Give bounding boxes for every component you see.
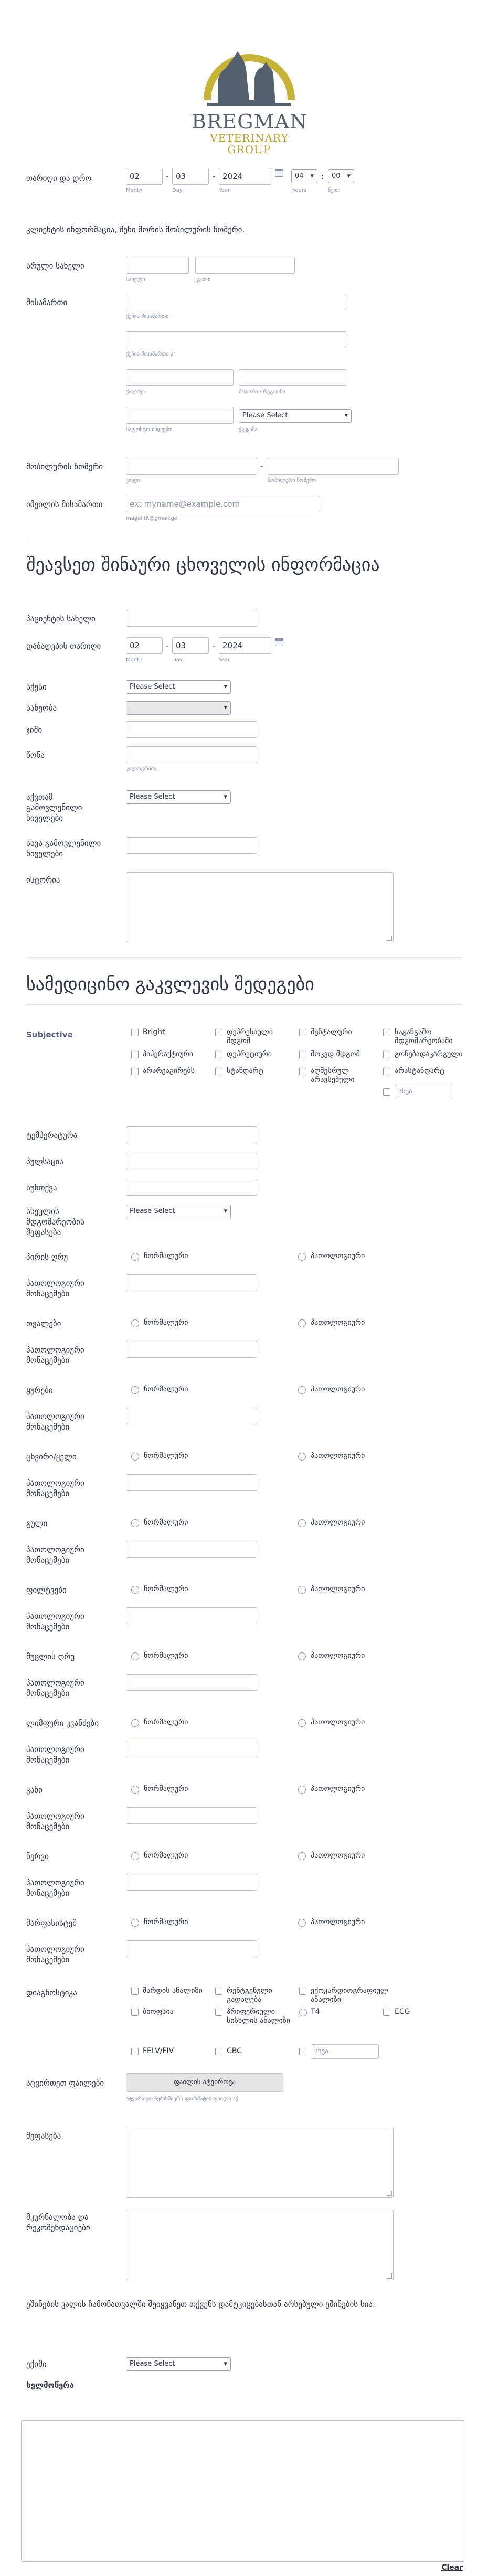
diagnostic-option-label: FELV/FIV [143, 2047, 174, 2055]
abnormal-radio[interactable] [298, 1852, 306, 1860]
signature-pad[interactable] [21, 2420, 464, 2562]
subjective-checkbox[interactable] [131, 1068, 139, 1075]
city-sublabel: ქალაქი [126, 389, 145, 395]
exam-section-title: სამედიცინო გაკვლევის შედეგები [26, 974, 314, 995]
phone-label: მობილურის ნომერი [26, 462, 103, 471]
month-sublabel: Month [126, 188, 143, 194]
temperature-input[interactable] [126, 1126, 257, 1143]
diagnostic-option-label: რენტგენული გადაღება [227, 1987, 272, 2004]
finding-input[interactable] [126, 1741, 257, 1757]
normal-radio[interactable] [131, 1786, 139, 1794]
system-label: თვალები [26, 1319, 61, 1328]
abnormal-radio[interactable] [298, 1453, 306, 1461]
abnormal-option-label: პათოლოგიური [311, 1385, 365, 1393]
normal-option-label: ნორმალური [144, 1785, 188, 1793]
diagnostic-option-label: ბიოფსია [143, 2008, 174, 2016]
email-label: იმეილის მისამართი [26, 500, 103, 509]
subjective-option-label: ჰიპერაქტიური [143, 1050, 194, 1058]
species-select[interactable]: Please Select ▾ [126, 680, 231, 694]
respiration-label: სუნთქვა [26, 1183, 57, 1193]
abnormal-option-label: პათოლოგიური [311, 1718, 365, 1726]
street1-input[interactable] [126, 294, 346, 310]
finding-label: პათოლოგიური მონაცემები [26, 1412, 84, 1432]
postal-sublabel: საფოსტო ინდექსი [126, 427, 173, 433]
diagnostic-option-label: T4 [311, 2008, 320, 2016]
datetime-label: თარიღი და დრო [26, 174, 92, 183]
system-label: ლიმფური კვანძები [26, 1719, 99, 1728]
year-input[interactable]: 2024 [219, 168, 271, 185]
diagnostic-checkbox[interactable] [383, 2009, 390, 2016]
normal-option-label: ნორმალური [144, 1651, 188, 1660]
first-name-input[interactable] [126, 257, 189, 274]
clinic-logo [192, 37, 308, 156]
subjective-option-label: დეპრეტიური [227, 1050, 272, 1058]
address-label: მისამართი [26, 298, 68, 307]
normal-radio[interactable] [131, 1852, 139, 1860]
assessment-label: შეფასება [26, 2131, 61, 2141]
date-separator: - [166, 641, 169, 650]
normal-option-label: ნორმალური [144, 1585, 188, 1593]
finding-label: პათოლოგიური მონაცემები [26, 1545, 84, 1565]
day-sublabel: Day [172, 657, 183, 663]
normal-radio[interactable] [131, 1919, 139, 1927]
pulse-label: პულსაცია [26, 1157, 63, 1166]
hour-select[interactable]: 04 ▾ [291, 169, 317, 183]
subjective-option-label: არასტანდარტ [395, 1067, 445, 1075]
logo-emblem-icon [197, 37, 302, 110]
subjective-option-label: სტანდარტ [227, 1067, 263, 1075]
finding-label: პათოლოგიური მონაცემები [26, 1878, 84, 1898]
upload-label: ატვირთეთ ფაილები [26, 2078, 104, 2088]
abnormal-option-label: პათოლოგიური [311, 1585, 365, 1593]
diagnostic-checkbox[interactable] [131, 2048, 139, 2055]
body-condition-select[interactable]: Please Select ▾ [126, 1205, 231, 1218]
diagnostic-checkbox[interactable] [215, 2048, 222, 2055]
weight-sublabel: კილოგრამი [126, 766, 157, 772]
subjective-checkbox[interactable] [383, 1051, 390, 1058]
normal-option-label: ნორმალური [144, 1518, 188, 1527]
finding-label: პათოლოგიური მონაცემები [26, 1612, 84, 1632]
system-label: მარფასისტემ [26, 1918, 77, 1928]
last-name-input[interactable] [195, 257, 295, 274]
subjective-option-label: აღმესრულ არავსებული [311, 1067, 355, 1084]
abnormal-option-label: პათოლოგიური [311, 1918, 365, 1926]
consent-text: ეშინების ვალის ჩამონათვალში შეიყვანეთ თქვენს დამტკიცებასთან არსებული ეშინების სია. [26, 2300, 375, 2309]
abnormal-radio[interactable] [298, 1253, 306, 1261]
signature-label: ხელმოწერა [26, 2380, 74, 2390]
dob-day-input[interactable]: 03 [172, 637, 209, 654]
minute-sublabel: წუთი [328, 188, 341, 194]
street2-sublabel: ქუჩის მისამართი 2 [126, 351, 174, 357]
clear-signature-button[interactable]: Clear [441, 2563, 463, 2572]
normal-radio[interactable] [131, 1519, 139, 1527]
time-separator: : [321, 171, 324, 181]
email-sublabel: magalitit@gmail.ge [126, 516, 177, 521]
subjective-label: Subjective [26, 1030, 73, 1039]
phone-separator: - [260, 461, 263, 471]
subjective-checkbox[interactable] [383, 1029, 390, 1036]
subjective-option-label: არარეაგირებს [143, 1067, 195, 1075]
phone-code-sublabel: კოდი [126, 478, 140, 484]
subjective-checkbox[interactable] [383, 1068, 390, 1075]
date-separator: - [213, 641, 216, 650]
temperature-label: ტემპერატურა [26, 1131, 78, 1140]
subjective-checkbox[interactable] [215, 1029, 222, 1036]
subjective-checkbox[interactable] [299, 1068, 306, 1075]
subjective-checkbox[interactable] [131, 1051, 139, 1058]
abnormal-option-label: პათოლოგიური [311, 1851, 365, 1860]
abnormal-option-label: პათოლოგიური [311, 1651, 365, 1660]
normal-radio[interactable] [131, 1453, 139, 1461]
diagnostic-option-label: პრიფერიული სისხლის ანალიზი [227, 2008, 291, 2025]
abnormal-option-label: პათოლოგიური [311, 1318, 365, 1327]
patient-name-label: პაციენტის სახელი [26, 614, 96, 624]
phone-number-input[interactable] [268, 458, 399, 475]
abnormal-radio[interactable] [298, 1786, 306, 1794]
owner-intro-text: კლიენტის ინფორმაცია, შენი მორის მობილურის ნომერი. [26, 225, 245, 234]
abnormal-radio[interactable] [298, 1386, 306, 1394]
finding-input[interactable] [126, 1940, 257, 1957]
plan-textarea[interactable] [126, 2210, 394, 2280]
diagnostic-option-label: CBC [227, 2047, 242, 2055]
year-sublabel: Year [219, 188, 230, 194]
dob-month-input[interactable]: 02 [126, 637, 163, 654]
system-label: ცხვირი/ყელი [26, 1452, 77, 1462]
patient-name-input[interactable] [126, 610, 257, 627]
abnormal-radio[interactable] [298, 1719, 306, 1727]
finding-input[interactable] [126, 1807, 257, 1824]
country-sublabel: ქვეყანა [239, 427, 258, 433]
finding-label: პათოლოგიური მონაცემები [26, 1745, 84, 1765]
diagnostic-checkbox[interactable] [215, 2009, 222, 2016]
abnormal-radio[interactable] [298, 1919, 306, 1927]
normal-option-label: ნორმალური [144, 1851, 188, 1860]
normal-option-label: ნორმალური [144, 1452, 188, 1460]
phone-number-sublabel: მობილური ნომერი [268, 478, 316, 484]
city-input[interactable] [126, 369, 234, 386]
diagnostic-checkbox[interactable] [131, 1988, 139, 1995]
subjective-checkbox[interactable] [383, 1088, 390, 1096]
subjective-other-input[interactable]: სხვა [395, 1085, 452, 1099]
postal-input[interactable] [126, 407, 234, 424]
diagnostics-label: დიაგნოსტიკა [26, 1988, 77, 1998]
system-label: პირის ღრუ [26, 1252, 68, 1262]
subjective-checkbox[interactable] [215, 1051, 222, 1058]
abnormal-radio[interactable] [298, 1519, 306, 1527]
subjective-checkbox[interactable] [215, 1068, 222, 1075]
breed-label: ჯიში [26, 725, 43, 735]
finding-label: პათოლოგიური მონაცემები [26, 1478, 84, 1498]
system-label: ყურები [26, 1386, 53, 1395]
finding-input[interactable] [126, 1874, 257, 1891]
abnormal-option-label: პათოლოგიური [311, 1785, 365, 1793]
finding-input[interactable] [126, 1607, 257, 1624]
abnormal-radio[interactable] [298, 1586, 306, 1594]
other-findings-label: სხვა გამოვლენილი ნიველები [26, 839, 101, 858]
abnormal-radio[interactable] [298, 1652, 306, 1660]
diagnostic-other-input[interactable]: სხვა [311, 2044, 379, 2059]
finding-input[interactable] [126, 1274, 257, 1291]
system-label: ფილტვები [26, 1585, 67, 1595]
vaccination-label: აქვთამ გამოვლენილი ნიველები [26, 792, 82, 823]
day-input[interactable]: 03 [172, 168, 209, 185]
minute-select[interactable]: 00 ▾ [328, 169, 354, 183]
system-label: ნერვი [26, 1852, 49, 1861]
normal-radio[interactable] [131, 1253, 139, 1261]
diagnostic-checkbox[interactable] [299, 2048, 306, 2055]
first-name-sublabel: სახელი [126, 277, 145, 283]
finding-input[interactable] [126, 1341, 257, 1358]
logo-subtitle: VETERINARY GROUP [210, 132, 289, 156]
doctor-select[interactable]: Please Select ▾ [126, 2357, 231, 2371]
region-sublabel: რაიონი / რეგიონი [239, 389, 285, 395]
logo-name: BREGMAN [192, 110, 308, 133]
region-input[interactable] [239, 369, 346, 386]
normal-option-label: ნორმალური [144, 1385, 188, 1393]
normal-radio[interactable] [131, 1386, 139, 1394]
subjective-option-label: დეპრესიული მდგომ [227, 1028, 273, 1045]
finding-label: პათოლოგიური მონაცემები [26, 1279, 84, 1298]
diagnostic-option-label: შარდის ანალიზი [143, 1987, 203, 1995]
breed-input[interactable] [126, 721, 257, 738]
sex-label: სახეობა [26, 703, 57, 713]
subjective-option-label: საგანგაშო მდგომარეობაში [395, 1028, 453, 1045]
normal-radio[interactable] [131, 1319, 139, 1327]
date-separator: - [213, 171, 216, 181]
divider [26, 957, 462, 958]
assessment-textarea[interactable] [126, 2128, 394, 2198]
finding-input[interactable] [126, 1408, 257, 1424]
doctor-label: ექიმი [26, 2359, 47, 2369]
history-textarea[interactable] [126, 872, 394, 942]
finding-label: პათოლოგიური მონაცემები [26, 1345, 84, 1365]
normal-option-label: ნორმალური [144, 1318, 188, 1327]
last-name-sublabel: გვარი [195, 277, 211, 283]
abnormal-option-label: პათოლოგიური [311, 1518, 365, 1527]
diagnostic-option-label: ექოკარდიოგრაფიულ ანალიზი [311, 1987, 388, 2004]
species-label: სქესი [26, 682, 47, 692]
diagnostic-option-label: ECG [395, 2008, 410, 2016]
history-label: ისტორია [26, 875, 60, 885]
month-input[interactable]: 02 [126, 168, 163, 185]
abnormal-radio[interactable] [298, 1319, 306, 1327]
abnormal-option-label: პათოლოგიური [311, 1252, 365, 1260]
date-separator: - [166, 171, 169, 181]
system-label: გული [26, 1519, 48, 1528]
email-input[interactable]: ex: myname@example.com [126, 496, 320, 512]
country-select[interactable]: Please Select ▾ [239, 409, 352, 423]
upload-button[interactable]: ფაილის ატვირთვა [126, 2073, 283, 2092]
diagnostic-checkbox[interactable] [299, 1988, 306, 1995]
finding-input[interactable] [126, 1541, 257, 1558]
street2-input[interactable] [126, 331, 346, 348]
body-condition-label: სხეულის მდგომარეობის შეფასება [26, 1207, 84, 1237]
diagnostic-checkbox[interactable] [299, 2009, 307, 2016]
subjective-option-label: Bright [143, 1028, 165, 1036]
finding-label: პათოლოგიური მონაცემები [26, 1945, 84, 1965]
plan-label: მკურნალობა და რეკომენდაციები [26, 2213, 90, 2232]
month-sublabel: Month [126, 657, 143, 663]
subjective-option-label: გონებადაკარგული [395, 1050, 463, 1058]
weight-label: წონა [26, 750, 45, 760]
subjective-option-label: მოკვდ მდგომ [311, 1050, 360, 1058]
divider [26, 1004, 462, 1005]
calendar-icon[interactable] [275, 638, 283, 646]
phone-code-input[interactable] [126, 458, 257, 475]
day-sublabel: Day [172, 188, 183, 194]
normal-option-label: ნორმალური [144, 1718, 188, 1726]
weight-input[interactable] [126, 746, 257, 763]
hour-sublabel: Hours [291, 188, 307, 194]
abnormal-option-label: პათოლოგიური [311, 1452, 365, 1460]
diagnostic-checkbox[interactable] [131, 2009, 139, 2016]
finding-label: პათოლოგიური მონაცემები [26, 1678, 84, 1698]
dob-year-input[interactable]: 2024 [219, 637, 271, 654]
subjective-checkbox[interactable] [299, 1051, 306, 1058]
vaccination-select[interactable]: Please Select ▾ [126, 790, 231, 804]
normal-radio[interactable] [131, 1719, 139, 1727]
fullname-label: სრული სახელი [26, 261, 84, 271]
system-label: მუცლის ღრუ [26, 1652, 75, 1661]
normal-radio[interactable] [131, 1586, 139, 1594]
finding-input[interactable] [126, 1674, 257, 1691]
pulse-input[interactable] [126, 1153, 257, 1169]
normal-option-label: ნორმალური [144, 1918, 188, 1926]
year-sublabel: Year [219, 657, 230, 663]
normal-option-label: ნორმალური [144, 1252, 188, 1260]
system-label: კანი [26, 1785, 43, 1795]
other-findings-input[interactable] [126, 837, 257, 854]
dob-label: დაბადების თარიღი [26, 641, 101, 651]
finding-label: პათოლოგიური მონაცემები [26, 1811, 84, 1831]
diagnostic-checkbox[interactable] [215, 1988, 222, 1995]
sex-select[interactable] [126, 701, 231, 715]
respiration-input[interactable] [126, 1179, 257, 1196]
subjective-option-label: მენტალური [311, 1028, 352, 1036]
upload-sublabel: ატვირთეთ ნებისმიერი ფორმატის ფაილი აქ [126, 2096, 239, 2102]
subjective-checkbox[interactable] [299, 1029, 306, 1036]
street1-sublabel: ქუჩის მისამართი [126, 314, 169, 319]
calendar-icon[interactable] [275, 169, 283, 177]
normal-radio[interactable] [131, 1652, 139, 1660]
subjective-checkbox[interactable] [131, 1029, 139, 1036]
pet-section-title: შეავსეთ შინაური ცხოველის ინფორმაცია [26, 554, 380, 575]
finding-input[interactable] [126, 1474, 257, 1491]
